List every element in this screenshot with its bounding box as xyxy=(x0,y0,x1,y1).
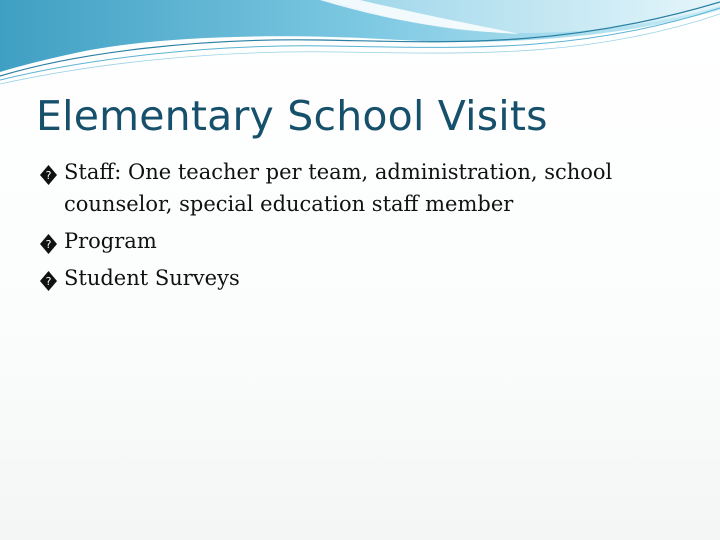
missing-glyph-icon xyxy=(40,162,57,182)
list-item xyxy=(40,156,680,220)
bullet-list xyxy=(40,156,680,299)
bullet-text-program: Program xyxy=(64,229,157,253)
missing-glyph-icon xyxy=(40,231,57,251)
svg-text:?: ? xyxy=(45,169,52,182)
missing-glyph-icon xyxy=(40,268,57,288)
slide-title: Elementary School Visits xyxy=(36,92,548,140)
header-wave-decoration xyxy=(0,0,720,90)
svg-text:?: ? xyxy=(45,275,52,288)
svg-text:?: ? xyxy=(45,238,52,251)
bullet-text-student-surveys: Student Surveys xyxy=(64,266,240,290)
bullet-text-staff: Staff: One teacher per team, administration, school counselor, special education staff member xyxy=(64,160,613,216)
list-item xyxy=(40,262,680,294)
list-item xyxy=(40,225,680,257)
